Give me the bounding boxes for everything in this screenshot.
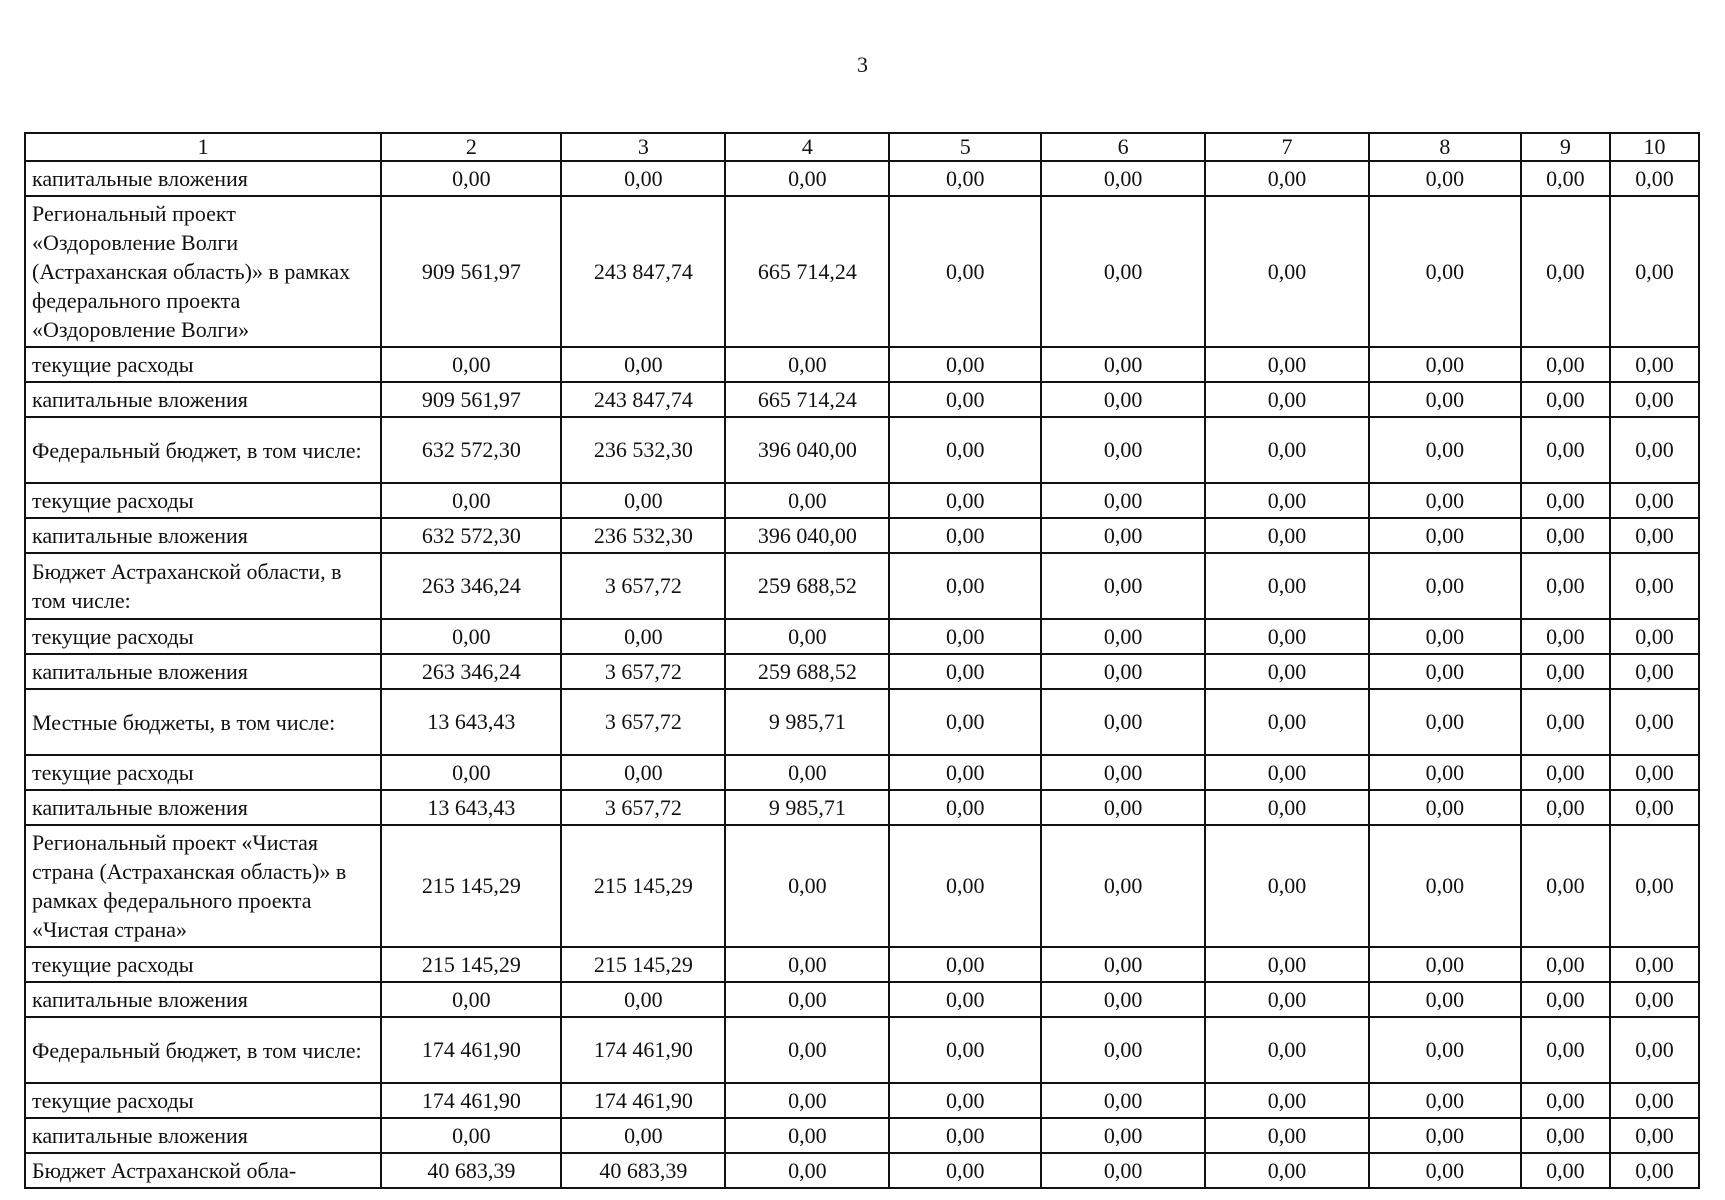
column-header-5: 5	[889, 133, 1041, 161]
cell-col-9: 0,00	[1521, 654, 1610, 689]
cell-col-9: 0,00	[1521, 161, 1610, 196]
cell-col-3: 236 532,30	[561, 518, 725, 553]
cell-col-9: 0,00	[1521, 825, 1610, 947]
cell-col-9: 0,00	[1521, 755, 1610, 790]
column-header-1: 1	[25, 133, 381, 161]
cell-col-9: 0,00	[1521, 382, 1610, 417]
cell-col-3: 215 145,29	[561, 825, 725, 947]
cell-col-6: 0,00	[1041, 947, 1205, 982]
cell-col-7: 0,00	[1205, 947, 1369, 982]
cell-col-5: 0,00	[889, 161, 1041, 196]
cell-col-8: 0,00	[1369, 1017, 1521, 1083]
cell-col-4: 0,00	[725, 1083, 889, 1118]
table-row	[25, 196, 1699, 347]
cell-col-5: 0,00	[889, 654, 1041, 689]
row-label: Бюджет Астраханской области, в том числе:	[25, 553, 381, 619]
table-body	[25, 161, 1699, 1188]
table-row	[25, 755, 1699, 790]
cell-col-2: 0,00	[381, 1118, 561, 1153]
cell-col-7: 0,00	[1205, 347, 1369, 382]
cell-col-5: 0,00	[889, 1118, 1041, 1153]
row-label: текущие расходы	[25, 619, 381, 654]
cell-col-3: 243 847,74	[561, 382, 725, 417]
cell-col-4: 9 985,71	[725, 790, 889, 825]
column-header-10: 10	[1610, 133, 1699, 161]
cell-col-4: 0,00	[725, 1118, 889, 1153]
table-row	[25, 1083, 1699, 1118]
cell-col-9: 0,00	[1521, 982, 1610, 1017]
cell-col-3: 0,00	[561, 483, 725, 518]
cell-col-4: 0,00	[725, 347, 889, 382]
cell-col-8: 0,00	[1369, 982, 1521, 1017]
cell-col-10: 0,00	[1610, 689, 1699, 755]
cell-col-7: 0,00	[1205, 982, 1369, 1017]
cell-col-5: 0,00	[889, 382, 1041, 417]
cell-col-4: 0,00	[725, 619, 889, 654]
cell-col-7: 0,00	[1205, 1118, 1369, 1153]
cell-col-7: 0,00	[1205, 1083, 1369, 1118]
cell-col-4: 396 040,00	[725, 417, 889, 483]
cell-col-3: 0,00	[561, 755, 725, 790]
cell-col-2: 0,00	[381, 982, 561, 1017]
cell-col-3: 0,00	[561, 619, 725, 654]
cell-col-10: 0,00	[1610, 1017, 1699, 1083]
cell-col-6: 0,00	[1041, 982, 1205, 1017]
cell-col-7: 0,00	[1205, 196, 1369, 347]
cell-col-8: 0,00	[1369, 619, 1521, 654]
cell-col-4: 0,00	[725, 755, 889, 790]
cell-col-6: 0,00	[1041, 553, 1205, 619]
cell-col-8: 0,00	[1369, 755, 1521, 790]
cell-col-6: 0,00	[1041, 196, 1205, 347]
cell-col-7: 0,00	[1205, 825, 1369, 947]
cell-col-8: 0,00	[1369, 1118, 1521, 1153]
cell-col-10: 0,00	[1610, 518, 1699, 553]
column-header-6: 6	[1041, 133, 1205, 161]
cell-col-8: 0,00	[1369, 417, 1521, 483]
cell-col-9: 0,00	[1521, 947, 1610, 982]
cell-col-6: 0,00	[1041, 417, 1205, 483]
page-number: 3	[857, 52, 868, 77]
cell-col-4: 259 688,52	[725, 654, 889, 689]
cell-col-7: 0,00	[1205, 1153, 1369, 1188]
table-row	[25, 1118, 1699, 1153]
cell-col-9: 0,00	[1521, 1118, 1610, 1153]
row-label: Федеральный бюджет, в том числе:	[25, 1017, 381, 1083]
cell-col-9: 0,00	[1521, 518, 1610, 553]
cell-col-7: 0,00	[1205, 382, 1369, 417]
cell-col-8: 0,00	[1369, 790, 1521, 825]
cell-col-9: 0,00	[1521, 689, 1610, 755]
table-row	[25, 619, 1699, 654]
cell-col-7: 0,00	[1205, 417, 1369, 483]
cell-col-8: 0,00	[1369, 382, 1521, 417]
cell-col-10: 0,00	[1610, 654, 1699, 689]
cell-col-8: 0,00	[1369, 689, 1521, 755]
cell-col-8: 0,00	[1369, 483, 1521, 518]
cell-col-6: 0,00	[1041, 619, 1205, 654]
cell-col-3: 243 847,74	[561, 196, 725, 347]
cell-col-7: 0,00	[1205, 553, 1369, 619]
row-label: текущие расходы	[25, 947, 381, 982]
column-header-8: 8	[1369, 133, 1521, 161]
cell-col-9: 0,00	[1521, 1083, 1610, 1118]
table-row	[25, 982, 1699, 1017]
table-row	[25, 689, 1699, 755]
row-label: Бюджет Астраханской обла-	[25, 1153, 381, 1188]
cell-col-4: 396 040,00	[725, 518, 889, 553]
cell-col-10: 0,00	[1610, 483, 1699, 518]
cell-col-4: 0,00	[725, 825, 889, 947]
cell-col-9: 0,00	[1521, 619, 1610, 654]
cell-col-5: 0,00	[889, 1017, 1041, 1083]
cell-col-2: 0,00	[381, 483, 561, 518]
cell-col-8: 0,00	[1369, 161, 1521, 196]
table-header-row	[25, 133, 1699, 161]
row-label: капитальные вложения	[25, 518, 381, 553]
cell-col-2: 263 346,24	[381, 553, 561, 619]
column-header-3: 3	[561, 133, 725, 161]
cell-col-6: 0,00	[1041, 382, 1205, 417]
cell-col-3: 3 657,72	[561, 790, 725, 825]
cell-col-6: 0,00	[1041, 790, 1205, 825]
cell-col-3: 0,00	[561, 982, 725, 1017]
budget-table	[24, 132, 1700, 1189]
cell-col-4: 9 985,71	[725, 689, 889, 755]
cell-col-4: 0,00	[725, 161, 889, 196]
cell-col-10: 0,00	[1610, 947, 1699, 982]
table-row	[25, 417, 1699, 483]
cell-col-5: 0,00	[889, 982, 1041, 1017]
cell-col-4: 0,00	[725, 1153, 889, 1188]
cell-col-2: 263 346,24	[381, 654, 561, 689]
cell-col-3: 236 532,30	[561, 417, 725, 483]
cell-col-10: 0,00	[1610, 347, 1699, 382]
cell-col-6: 0,00	[1041, 347, 1205, 382]
cell-col-6: 0,00	[1041, 654, 1205, 689]
cell-col-5: 0,00	[889, 347, 1041, 382]
cell-col-4: 0,00	[725, 483, 889, 518]
cell-col-5: 0,00	[889, 196, 1041, 347]
cell-col-7: 0,00	[1205, 518, 1369, 553]
cell-col-7: 0,00	[1205, 1017, 1369, 1083]
cell-col-5: 0,00	[889, 553, 1041, 619]
table-row	[25, 654, 1699, 689]
cell-col-5: 0,00	[889, 755, 1041, 790]
row-label: капитальные вложения	[25, 982, 381, 1017]
cell-col-8: 0,00	[1369, 1083, 1521, 1118]
cell-col-5: 0,00	[889, 689, 1041, 755]
cell-col-9: 0,00	[1521, 553, 1610, 619]
cell-col-8: 0,00	[1369, 1153, 1521, 1188]
cell-col-8: 0,00	[1369, 553, 1521, 619]
cell-col-9: 0,00	[1521, 483, 1610, 518]
cell-col-8: 0,00	[1369, 947, 1521, 982]
column-header-2: 2	[381, 133, 561, 161]
cell-col-9: 0,00	[1521, 347, 1610, 382]
cell-col-6: 0,00	[1041, 1153, 1205, 1188]
cell-col-10: 0,00	[1610, 382, 1699, 417]
table-row	[25, 1153, 1699, 1188]
row-label: текущие расходы	[25, 483, 381, 518]
table-row	[25, 483, 1699, 518]
cell-col-2: 40 683,39	[381, 1153, 561, 1188]
cell-col-10: 0,00	[1610, 619, 1699, 654]
cell-col-10: 0,00	[1610, 1118, 1699, 1153]
cell-col-2: 0,00	[381, 755, 561, 790]
cell-col-9: 0,00	[1521, 790, 1610, 825]
table-row	[25, 825, 1699, 947]
cell-col-6: 0,00	[1041, 689, 1205, 755]
cell-col-4: 665 714,24	[725, 196, 889, 347]
cell-col-3: 40 683,39	[561, 1153, 725, 1188]
column-header-9: 9	[1521, 133, 1610, 161]
cell-col-5: 0,00	[889, 619, 1041, 654]
row-label: капитальные вложения	[25, 1118, 381, 1153]
cell-col-4: 0,00	[725, 982, 889, 1017]
cell-col-3: 0,00	[561, 347, 725, 382]
row-label: Региональный проект «Чистая страна (Астраханская область)» в рамках федерального проекта «Чистая страна»	[25, 825, 381, 947]
cell-col-6: 0,00	[1041, 161, 1205, 196]
cell-col-6: 0,00	[1041, 1083, 1205, 1118]
cell-col-4: 665 714,24	[725, 382, 889, 417]
cell-col-10: 0,00	[1610, 1153, 1699, 1188]
cell-col-2: 909 561,97	[381, 382, 561, 417]
cell-col-2: 0,00	[381, 619, 561, 654]
cell-col-2: 0,00	[381, 161, 561, 196]
cell-col-3: 174 461,90	[561, 1083, 725, 1118]
cell-col-2: 13 643,43	[381, 790, 561, 825]
cell-col-10: 0,00	[1610, 196, 1699, 347]
cell-col-5: 0,00	[889, 1153, 1041, 1188]
cell-col-9: 0,00	[1521, 1017, 1610, 1083]
cell-col-8: 0,00	[1369, 196, 1521, 347]
cell-col-5: 0,00	[889, 825, 1041, 947]
cell-col-7: 0,00	[1205, 619, 1369, 654]
cell-col-2: 174 461,90	[381, 1083, 561, 1118]
cell-col-3: 3 657,72	[561, 553, 725, 619]
column-header-7: 7	[1205, 133, 1369, 161]
cell-col-7: 0,00	[1205, 790, 1369, 825]
cell-col-6: 0,00	[1041, 1118, 1205, 1153]
table-row	[25, 347, 1699, 382]
cell-col-7: 0,00	[1205, 755, 1369, 790]
cell-col-9: 0,00	[1521, 1153, 1610, 1188]
cell-col-6: 0,00	[1041, 518, 1205, 553]
cell-col-5: 0,00	[889, 1083, 1041, 1118]
row-label: текущие расходы	[25, 347, 381, 382]
cell-col-2: 632 572,30	[381, 518, 561, 553]
cell-col-3: 3 657,72	[561, 654, 725, 689]
cell-col-7: 0,00	[1205, 161, 1369, 196]
cell-col-2: 632 572,30	[381, 417, 561, 483]
cell-col-4: 0,00	[725, 947, 889, 982]
row-label: Федеральный бюджет, в том числе:	[25, 417, 381, 483]
cell-col-6: 0,00	[1041, 755, 1205, 790]
cell-col-10: 0,00	[1610, 982, 1699, 1017]
cell-col-8: 0,00	[1369, 518, 1521, 553]
table-row	[25, 382, 1699, 417]
cell-col-10: 0,00	[1610, 755, 1699, 790]
table-row	[25, 553, 1699, 619]
cell-col-8: 0,00	[1369, 825, 1521, 947]
cell-col-3: 0,00	[561, 1118, 725, 1153]
row-label: капитальные вложения	[25, 790, 381, 825]
cell-col-7: 0,00	[1205, 654, 1369, 689]
cell-col-9: 0,00	[1521, 196, 1610, 347]
table-row	[25, 947, 1699, 982]
cell-col-5: 0,00	[889, 790, 1041, 825]
cell-col-3: 215 145,29	[561, 947, 725, 982]
cell-col-5: 0,00	[889, 417, 1041, 483]
cell-col-2: 215 145,29	[381, 947, 561, 982]
cell-col-10: 0,00	[1610, 790, 1699, 825]
cell-col-2: 174 461,90	[381, 1017, 561, 1083]
cell-col-4: 0,00	[725, 1017, 889, 1083]
cell-col-10: 0,00	[1610, 161, 1699, 196]
cell-col-5: 0,00	[889, 518, 1041, 553]
cell-col-4: 259 688,52	[725, 553, 889, 619]
cell-col-6: 0,00	[1041, 1017, 1205, 1083]
cell-col-6: 0,00	[1041, 483, 1205, 518]
cell-col-8: 0,00	[1369, 654, 1521, 689]
cell-col-2: 13 643,43	[381, 689, 561, 755]
table-row	[25, 790, 1699, 825]
cell-col-5: 0,00	[889, 483, 1041, 518]
row-label: капитальные вложения	[25, 382, 381, 417]
cell-col-10: 0,00	[1610, 1083, 1699, 1118]
cell-col-8: 0,00	[1369, 347, 1521, 382]
cell-col-2: 909 561,97	[381, 196, 561, 347]
cell-col-7: 0,00	[1205, 483, 1369, 518]
row-label: текущие расходы	[25, 755, 381, 790]
column-header-4: 4	[725, 133, 889, 161]
cell-col-3: 0,00	[561, 161, 725, 196]
row-label: Региональный проект «Оздоровление Волги (Астраханская область)» в рамках федерального проекта «Оздоровление Волги»	[25, 196, 381, 347]
cell-col-10: 0,00	[1610, 417, 1699, 483]
row-label: капитальные вложения	[25, 654, 381, 689]
table-row	[25, 161, 1699, 196]
cell-col-3: 174 461,90	[561, 1017, 725, 1083]
cell-col-2: 215 145,29	[381, 825, 561, 947]
table-row	[25, 518, 1699, 553]
cell-col-2: 0,00	[381, 347, 561, 382]
cell-col-5: 0,00	[889, 947, 1041, 982]
row-label: текущие расходы	[25, 1083, 381, 1118]
row-label: капитальные вложения	[25, 161, 381, 196]
cell-col-10: 0,00	[1610, 553, 1699, 619]
cell-col-6: 0,00	[1041, 825, 1205, 947]
cell-col-7: 0,00	[1205, 689, 1369, 755]
row-label: Местные бюджеты, в том числе:	[25, 689, 381, 755]
table-row	[25, 1017, 1699, 1083]
cell-col-10: 0,00	[1610, 825, 1699, 947]
cell-col-9: 0,00	[1521, 417, 1610, 483]
cell-col-3: 3 657,72	[561, 689, 725, 755]
